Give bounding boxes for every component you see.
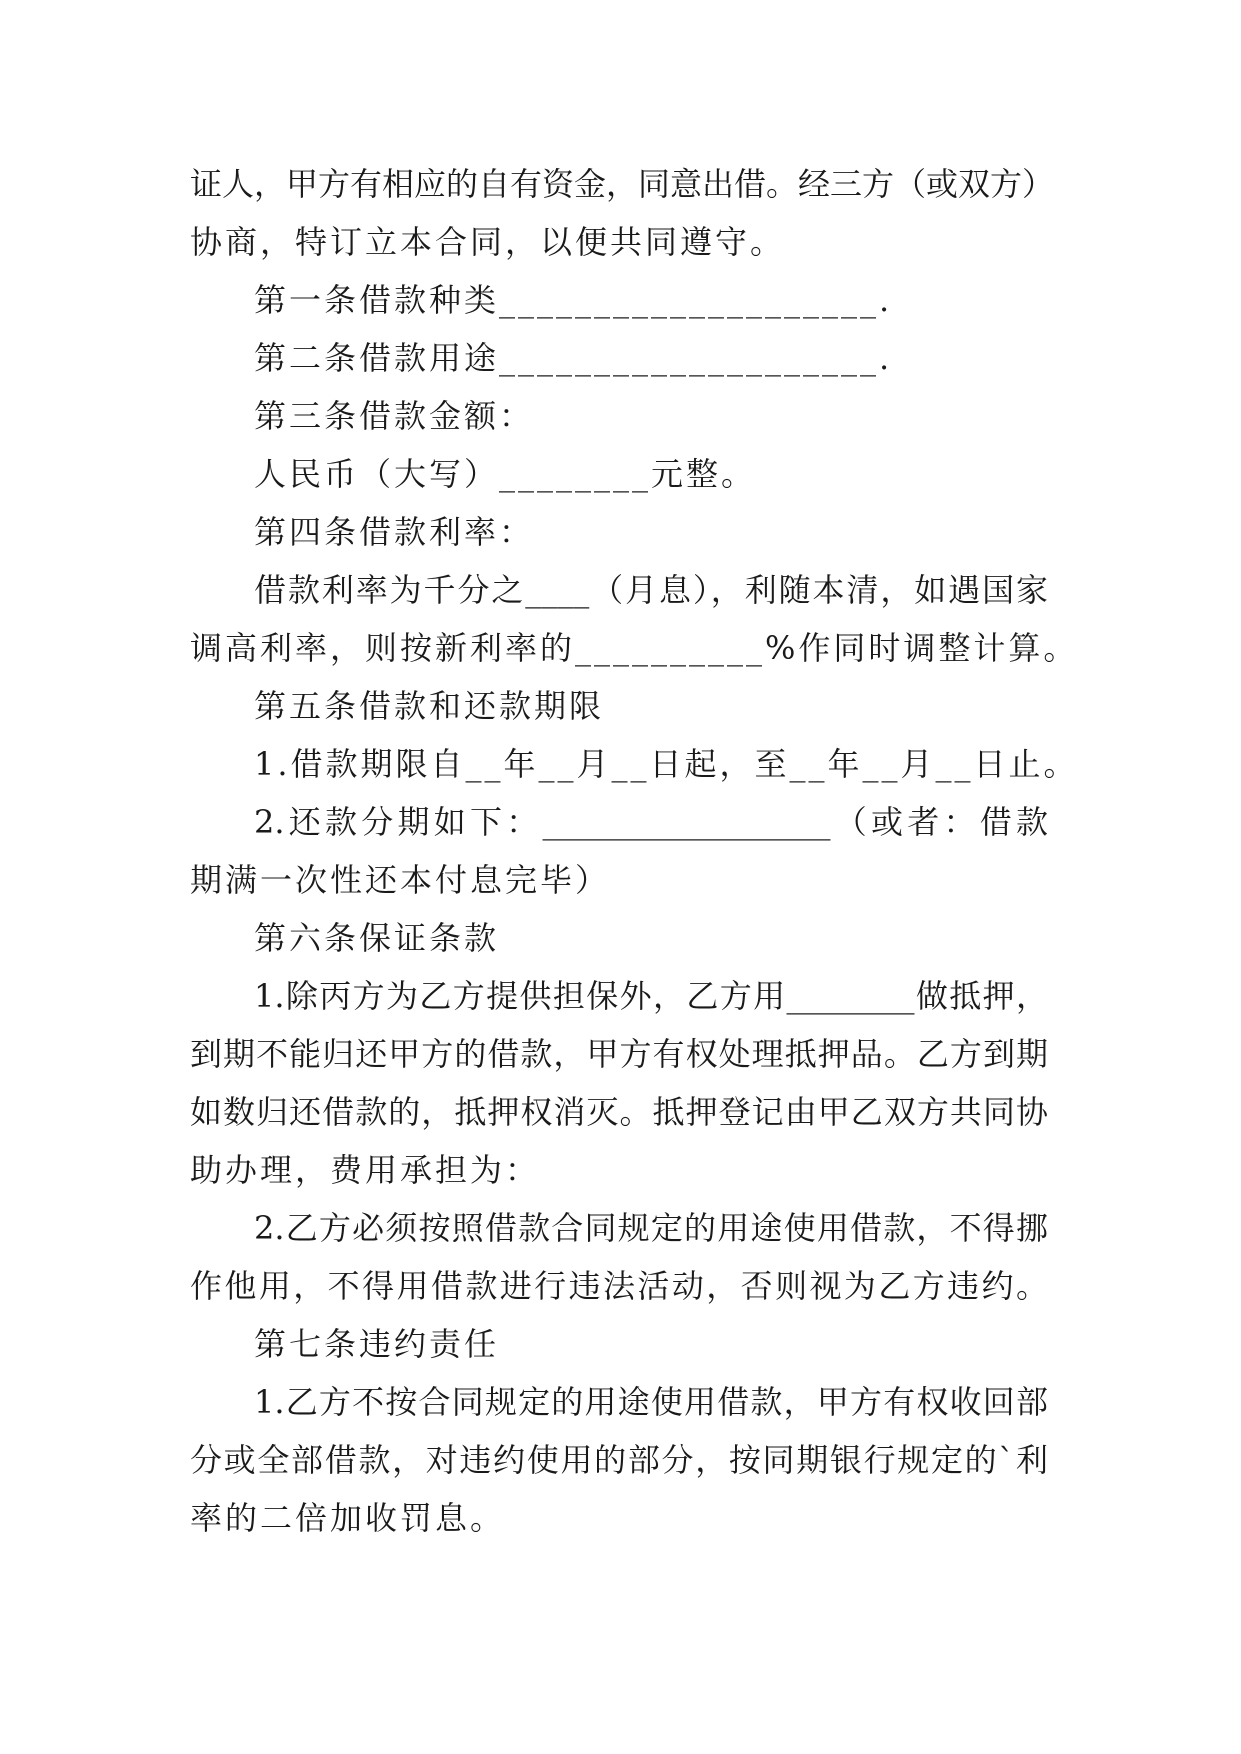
paragraph-line: 率的二倍加收罚息。 <box>190 1499 506 1537</box>
paragraph-line: 1.乙方不按合同规定的用途使用借款，甲方有权收回部 <box>254 1383 1048 1421</box>
paragraph-line: 期满一次性还本付息完毕） <box>190 861 611 899</box>
article-3-heading: 第三条借款金额： <box>254 397 535 435</box>
paragraph-line: 协商，特订立本合同，以便共同遵守。 <box>190 223 786 261</box>
paragraph-line: 作他用，不得用借款进行违法活动，否则视为乙方违约。 <box>190 1267 1048 1305</box>
paragraph-line: 分或全部借款，对违约使用的部分，按同期银行规定的`利 <box>190 1441 1048 1479</box>
paragraph-line: 到期不能归还甲方的借款，甲方有权处理抵押品。乙方到期 <box>190 1035 1048 1073</box>
article-7-heading: 第七条违约责任 <box>254 1325 500 1363</box>
paragraph-line: 1.借款期限自__年__月__日起，至__年__月__日止。 <box>254 745 1079 783</box>
paragraph-line: 助办理，费用承担为： <box>190 1151 541 1189</box>
paragraph-line: 调高利率，则按新利率的__________%作同时调整计算。 <box>190 629 1079 667</box>
paragraph-line: 借款利率为千分之____（月息），利随本清，如遇国家 <box>254 571 1048 609</box>
paragraph-line: 1.除丙方为乙方提供担保外，乙方用________做抵押， <box>254 977 1048 1015</box>
article-4-heading: 第四条借款利率： <box>254 513 535 551</box>
paragraph-line: 人民币（大写）________元整。 <box>254 455 757 493</box>
paragraph-line: 2.乙方必须按照借款合同规定的用途使用借款，不得挪 <box>254 1209 1048 1247</box>
paragraph-line: 证人，甲方有相应的自有资金，同意出借。经三方（或双方） <box>190 165 1055 203</box>
document-body <box>190 155 1079 1547</box>
article-6-heading: 第六条保证条款 <box>254 919 500 957</box>
article-2-heading: 第二条借款用途____________________. <box>254 339 893 377</box>
paragraph-line: 2.还款分期如下：__________________（或者：借款 <box>254 803 1048 841</box>
article-1-heading: 第一条借款种类____________________. <box>254 281 893 319</box>
article-5-heading: 第五条借款和还款期限 <box>254 687 605 725</box>
paragraph-line: 如数归还借款的，抵押权消灭。抵押登记由甲乙双方共同协 <box>190 1093 1048 1131</box>
